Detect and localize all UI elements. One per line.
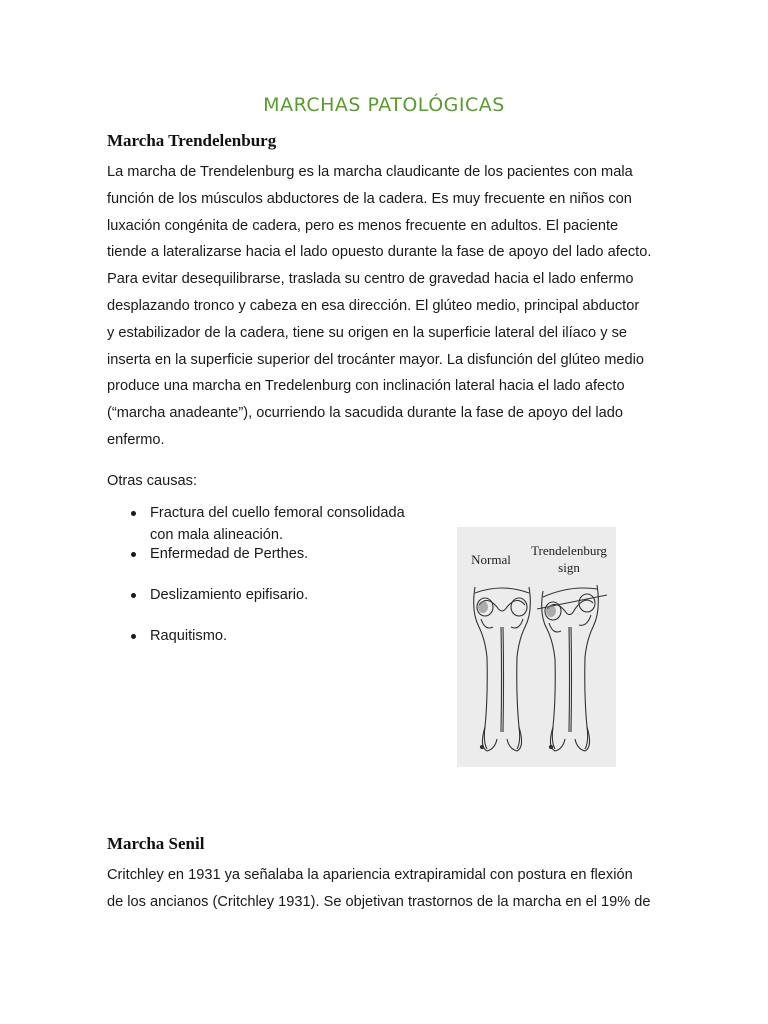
paragraph-line: y estabilizador de la cadera, tiene su origen en la superficie lateral del ilíaco y se — [107, 324, 627, 341]
paragraph-line: de los ancianos (Critchley 1931). Se objetivan trastornos de la marcha en el 19% de — [107, 893, 651, 910]
senil-paragraph — [107, 862, 660, 916]
trendelenburg-paragraph — [107, 159, 660, 454]
list-item-text: Fractura del cuello femoral consolidada con mala alineación. — [150, 505, 405, 543]
paragraph-line: Para evitar desequilibrarse, traslada su centro de gravedad hacia el lado enfermo — [107, 271, 634, 288]
figure-label-sign: sign — [558, 560, 580, 575]
document-title: MARCHAS PATOLÓGICAS — [263, 94, 505, 116]
paragraph-line: La marcha de Trendelenburg es la marcha claudicante de los pacientes con mala — [107, 164, 633, 180]
list-item-text: Raquitismo. — [150, 628, 228, 644]
paragraph-line: enfermo. — [107, 431, 165, 448]
figure-label-trendelenburg: Trendelenburg — [531, 543, 607, 558]
paragraph-line: inserta en la superficie superior del trocánter mayor. La disfunción del glúteo medio — [107, 351, 645, 368]
causes-list — [107, 502, 427, 666]
list-item-text: Deslizamiento epifisario. — [150, 587, 309, 603]
list-item — [107, 584, 427, 625]
paragraph-line: produce una marcha en Tredelenburg con inclinación lateral hacia el lado afecto — [107, 378, 625, 395]
bullet-icon — [131, 511, 136, 516]
list-item-text: Enfermedad de Perthes. — [150, 546, 309, 562]
figure-label-normal: Normal — [471, 552, 511, 567]
paragraph-line: desplazando tronco y cabeza en esa dirección. El glúteo medio, principal abductor — [107, 297, 640, 314]
list-item — [107, 625, 427, 666]
section-heading-trendelenburg: Marcha Trendelenburg — [107, 131, 277, 150]
paragraph-line: tiende a lateralizarse hacia el lado opuesto durante la fase de apoyo del lado afecto. — [107, 244, 652, 261]
trendelenburg-figure — [457, 527, 616, 767]
bullet-icon — [131, 552, 136, 557]
list-item — [107, 502, 427, 543]
list-item — [107, 543, 427, 584]
paragraph-line: función de los músculos abductores de la cadera. Es muy frecuente en niños con — [107, 190, 632, 207]
paragraph-line: luxación congénita de cadera, pero es menos frecuente en adultos. El paciente — [107, 217, 619, 234]
paragraph-line: (“marcha anadeante”), ocurriendo la sacudida durante la fase de apoyo del lado — [107, 405, 623, 422]
bullet-icon — [131, 634, 136, 639]
paragraph-line: Critchley en 1931 ya señalaba la apariencia extrapiramidal con postura en flexión — [107, 867, 633, 883]
other-causes-label: Otras causas: — [107, 473, 198, 489]
bullet-icon — [131, 593, 136, 598]
section-heading-senil: Marcha Senil — [107, 834, 205, 853]
